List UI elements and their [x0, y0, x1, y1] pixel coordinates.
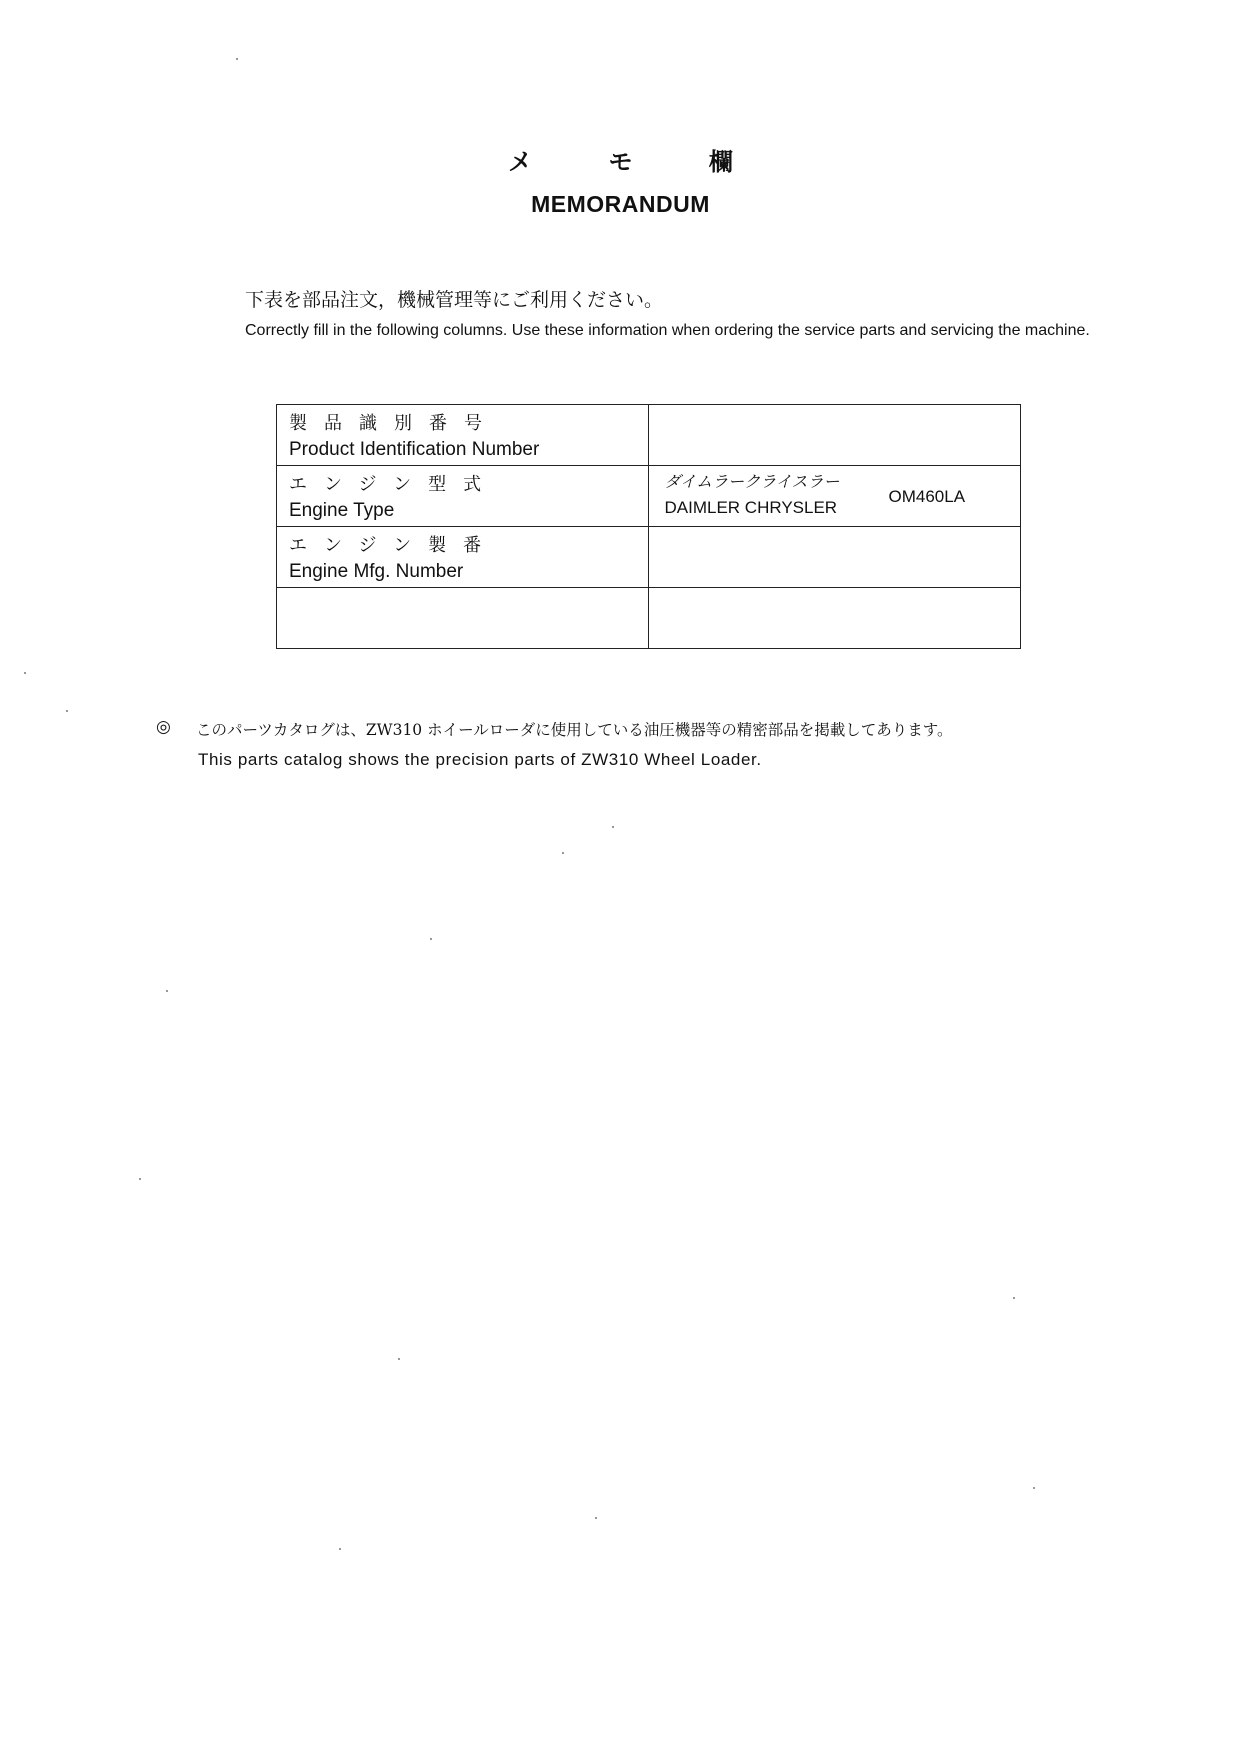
scan-speck	[139, 1178, 141, 1180]
engine-maker-jp: ダイムラークライスラー	[664, 472, 840, 491]
label-cell	[277, 405, 649, 466]
label-en: Engine Type	[289, 500, 395, 521]
double-circle-icon: ◎	[156, 717, 171, 737]
instructions-jp: 下表を部品注文，機械管理等にご利用ください。	[245, 289, 664, 311]
label-jp: エンジン型式	[289, 474, 499, 495]
scan-speck	[430, 938, 432, 940]
label-jp: 製品識別番号	[289, 413, 499, 434]
table-row	[277, 466, 1021, 527]
memo-title-en: MEMORANDUM	[531, 191, 710, 217]
note-en: This parts catalog shows the precision parts of ZW310 Wheel Loader.	[198, 750, 762, 769]
label-en: Engine Mfg. Number	[289, 561, 464, 582]
label-cell	[277, 527, 649, 588]
scan-speck	[166, 990, 168, 992]
memo-title-jp: メ モ 欄	[508, 148, 767, 176]
identification-table	[276, 404, 1021, 649]
table-row	[277, 527, 1021, 588]
scan-speck	[595, 1517, 597, 1519]
instructions-en: Correctly fill in the following columns. Use these information when ordering the service parts and servicing the machine.	[245, 322, 1090, 339]
blank-label-cell[interactable]	[277, 588, 649, 649]
blank-value-field[interactable]	[648, 588, 1021, 649]
label-en: Product Identification Number	[289, 439, 540, 460]
table-row	[277, 588, 1021, 649]
label-cell	[277, 466, 649, 527]
engine-type-value-field[interactable]	[648, 466, 1021, 527]
scan-speck	[24, 672, 26, 674]
label-jp: エンジン製番	[289, 535, 499, 556]
note-jp: このパーツカタログは、ZW310 ホイールローダに使用している油圧機器等の精密部品を掲載してあります。	[196, 721, 953, 739]
scan-speck	[398, 1358, 400, 1360]
table-row	[277, 405, 1021, 466]
scan-speck	[66, 710, 68, 712]
engine-model: OM460LA	[888, 487, 966, 506]
scan-speck	[339, 1548, 341, 1550]
product-id-value-field[interactable]	[648, 405, 1021, 466]
scan-speck	[236, 58, 238, 60]
engine-maker-en: DAIMLER CHRYSLER	[664, 498, 838, 517]
scan-speck	[562, 852, 564, 854]
scan-speck	[1033, 1487, 1035, 1489]
scan-speck	[612, 826, 614, 828]
scan-speck	[1013, 1297, 1015, 1299]
engine-mfg-number-value-field[interactable]	[648, 527, 1021, 588]
